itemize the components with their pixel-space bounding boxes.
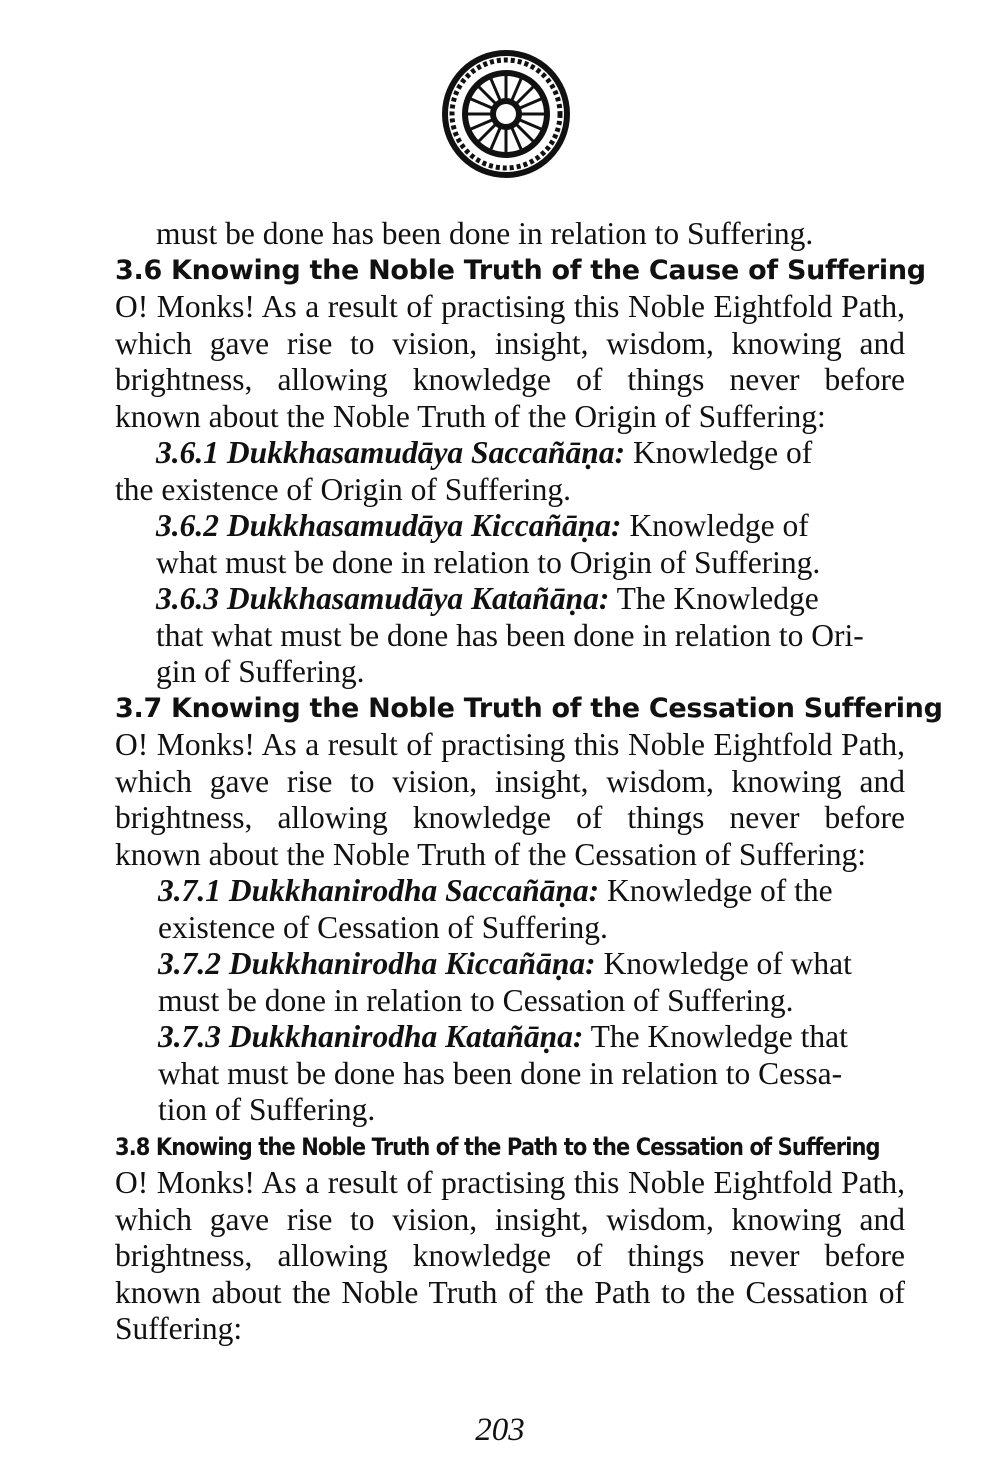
list-item-3-7-2: [115, 946, 905, 983]
body-line: tion of Suffering.: [158, 1092, 376, 1127]
body-line: brightness, allowing knowledge of things never before: [115, 800, 905, 835]
list-item-3-7-3: [115, 1019, 905, 1056]
pali-term: 3.7.1 Dukkhanirodha Saccañāṇa:: [158, 873, 600, 908]
definition-text: Knowledge of what: [595, 946, 852, 981]
body-line: must be done has been done in relation to Suffering.: [156, 216, 814, 251]
section-heading-3-8: 3.8 Knowing the Noble Truth of the Path to the Cessation of Suffering: [115, 1132, 880, 1161]
body-line: brightness, allowing knowledge of things never before: [115, 362, 905, 397]
body-line: known about the Noble Truth of the Origin of Suffering:: [115, 398, 826, 434]
body-line: must be done in relation to Cessation of Suffering.: [158, 982, 794, 1018]
body-line: O! Monks! As a result of practising this Noble Eightfold Path,: [115, 1165, 905, 1200]
pali-term: 3.7.2 Dukkhanirodha Kiccañāṇa:: [158, 946, 596, 981]
list-item-3-7-1: [115, 873, 905, 910]
body-line: known about the Noble Truth of the Cessation of Suffering:: [115, 836, 866, 872]
pali-term: 3.6.3 Dukkhasamudāya Katañāṇa:: [156, 581, 610, 616]
body-line: the existence of Origin of Suffering.: [115, 471, 572, 507]
body-line: what must be done in relation to Origin of Suffering.: [156, 544, 821, 580]
body-line: Suffering:: [115, 1311, 243, 1346]
list-item-3-6-3: [115, 581, 905, 618]
body-line: known about the Noble Truth of the Path to the Cessation of: [115, 1274, 905, 1310]
pali-term: 3.6.2 Dukkhasamudāya Kiccañāṇa:: [156, 508, 622, 543]
body-line: brightness, allowing knowledge of things never before: [115, 1238, 905, 1273]
definition-text: The Knowledge that: [583, 1019, 848, 1054]
body-line: which gave rise to vision, insight, wisdom, knowing and: [115, 1201, 905, 1237]
definition-text: The Knowledge: [609, 581, 819, 616]
section-heading-3-6: 3.6 Knowing the Noble Truth of the Cause of Suffering: [115, 254, 926, 286]
body-line: that what must be done has been done in relation to Ori-: [156, 617, 864, 653]
body-line: which gave rise to vision, insight, wisdom, knowing and: [115, 763, 905, 799]
definition-text: Knowledge of the: [599, 873, 833, 908]
body-line: O! Monks! As a result of practising this Noble Eightfold Path,: [115, 289, 905, 324]
list-item-3-6-1: [115, 435, 905, 472]
definition-text: Knowledge of: [621, 508, 809, 543]
body-line: O! Monks! As a result of practising this Noble Eightfold Path,: [115, 727, 905, 762]
dharma-wheel-icon: [440, 48, 572, 180]
page-body: [115, 216, 943, 1348]
body-line: gin of Suffering.: [156, 654, 365, 689]
body-line: what must be done has been done in relation to Cessa-: [158, 1055, 843, 1091]
section-heading-3-7: 3.7 Knowing the Noble Truth of the Cessation Suffering: [115, 692, 943, 724]
definition-text: Knowledge of: [625, 435, 813, 470]
body-line: which gave rise to vision, insight, wisdom, knowing and: [115, 325, 905, 361]
body-line: existence of Cessation of Suffering.: [158, 909, 608, 945]
pali-term: 3.7.3 Dukkhanirodha Katañāṇa:: [158, 1019, 584, 1054]
pali-term: 3.6.1 Dukkhasamudāya Saccañāṇa:: [156, 435, 626, 470]
page-number: 203: [475, 1412, 525, 1448]
list-item-3-6-2: [115, 508, 905, 545]
